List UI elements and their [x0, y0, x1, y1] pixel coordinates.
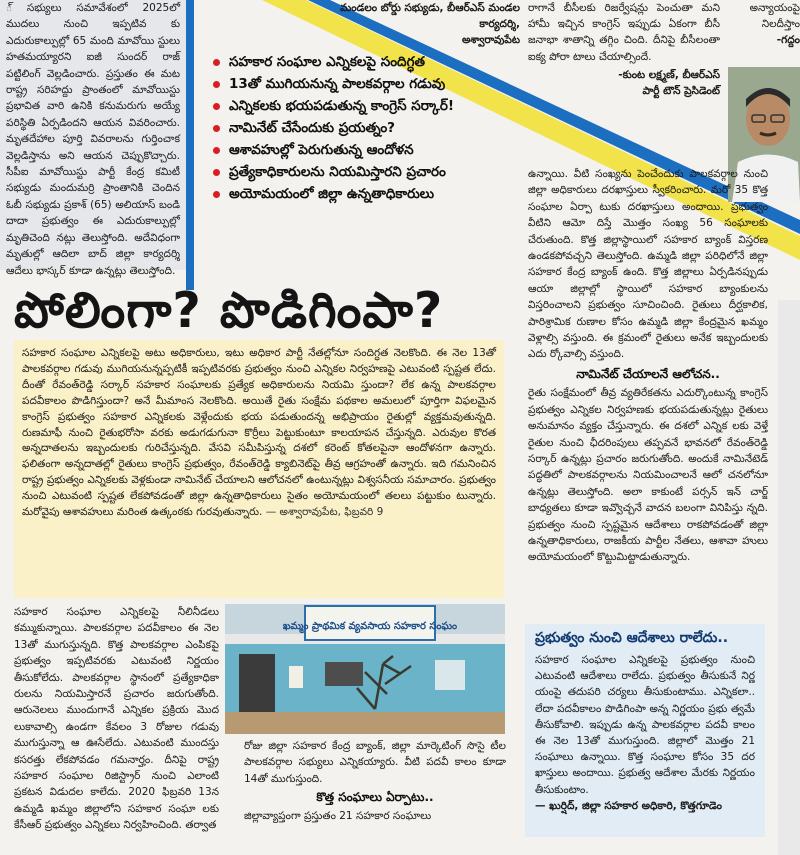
- right-column: [528, 166, 768, 616]
- bottom-middle-column: [244, 738, 506, 848]
- box-body: సహకార సంఘాల ఎన్నికలపై ప్రభుత్వం నుంచి ఎటువంటి ఆదేశాలు రాలేదు. ప్రభుత్వం తీసుకునే నిర్ణ యంపై తదుపరి చర్యలు తీసుకుంటాము. ఎన్నికలా.. లేదా పదవీకాలం పొడిగింపా అన్న నిర్ణయం ప్రభు త్వమే తీసుకోవాలి. ఇప్పుడు ఉన్న పాలకవర్గాల పదవీ కాలం ఈ నెల 13తో ముగుస్తుంది. జిల్లాలో మొత్తం 21 సంఘాలు ఉన్నాయి. కొత్త సంఘాల కోసం 35 దర ఖాస్తులు అందాయి. ప్రభుత్వ ఆదేశాల మేరకు నిర్ణయం తీసుకుంటాం.: [535, 654, 755, 796]
- top-right-fragment: [728, 0, 800, 60]
- bullet-item: ఎన్నికలకు భయపడుతున్న కాంగ్రెస్ సర్కార్!: [213, 98, 513, 115]
- headline: పోలింగా? పొడిగింపా?: [14, 282, 444, 339]
- top-left-text: ్ సభ్యులు సమావేశంలో 2025లో ముదలు నుంచి ఇప్పటివ కు ఎదురుకాల్పుల్లో 65 మంది మావోయి స్టులు హతమయ్యారని ఐజీ సుందర్ రాజ్ పట్టిలింగ్ వెల్లడించారు. ప్రస్తుతం ఈ మట రాష్ట్ర సరిహద్దు ప్రాంతంలో మావోయిస్టు ప్రభావిత వారి ఉనికి కనుమరుగు అయ్యే పరిస్థితి ఏర్పడిందని ఆయన వివరించారు. మృతదేహాల పూర్తి వివరాలను గుర్తించాక వెల్లడిస్తాను అని ఆయన చెప్పుకొచ్చారు. సీపీఐ మావోయిస్టు పార్టీ కేంద్ర కమిటీ సభ్యుడు మందుమర్రి ప్రాంతానికి చెందిన ఓబీ సభ్యుడు ప్రకాశ్ (65) అలియాస్ బండి దాదా ప్రభుత్వం ఈ ఎదురుకాల్పుల్లో మృతిచెంది నట్లు తెలుస్తోంది. అదేవిధంగా మృతుల్లో ఆదిలా బాద్ జిల్లా కార్యదర్శి ఆదేలు భాస్కర్ కూడా ఉన్నట్లు తెలుస్తోంది.: [6, 2, 180, 277]
- top-quote-1: [330, 0, 520, 48]
- right-top-line1: అన్యాయంపై నిలదీస్తాం: [749, 2, 800, 30]
- lead-body: సహకార సంఘాల ఎన్నికలపై అటు అధికారులు, ఇటు అధికార పార్టీ నేతల్లోనూ సందిగ్ధత నెలకొంది. ఈ నెల 13తో పాలకవర్గాల గడువు ముగియనున్నప్పటికీ ఇప్పటివరకు ప్రభుత్వం నుంచి ఎన్నికల నిర్వహణపై ఎటువంటి స్పష్టత లేదు. దీంతో రేవంత్‌రెడ్డి సర్కార్ సహకార సంఘాలకు ప్రత్యేక అధికారులను నియమి స్తుందా? లేక ఉన్న పాలకవర్గాల పదవీకాలం పొడిగిస్తుందా? అనే మీమాంస నెలకొంది. అయితే రైతు సంక్షేమ పథకాల అమలులో పూర్తిగా విఫలమైన కాంగ్రెస్ ప్రభుత్వం సహకార ఎన్నికలకు వెళ్లేందుకు భయ పడుతుందన్న అభిప్రాయం రైతుల్లో వ్యక్తమవుతున్నది. రుణమాఫీ నుంచి రైతుభరోసా వరకు అడుగడుగునా కొర్రీలు పెట్టుకుంటూ కాలయాపన చేస్తున్నది. ఎరువుల కొరత అన్నదాతలను ఇబ్బందులకు గురిచేస్తున్నది. వేసవి సమీపిస్తున్న దశలో కరెంట్ కోతలపైనా ఆందోళనగా ఉన్నారు. ఫలితంగా అన్నదాతల్లో రైతులు కాంగ్రెస్ ప్రభుత్వం, రేవంత్‌రెడ్డి క్యాబినెట్‌పై తీవ్ర ఆగ్రహంతో ఉన్నారు. ఇది గమనించిన రాష్ట్ర ప్రభుత్వం ఎన్నికలకు వెళ్లకుండా నామినేట్ చేయాలని ఆలోచనలో ఉంటున్నట్లు విశ్వసనీయ సమాచారం. ప్రభుత్వం నుంచి ఎటువంటి స్పష్టత లేకపోవడంతో జిల్లా ఉన్నతాధికారులు సైతం అయోమయంలో తలలు పట్టుకుం టున్నారు. మరోవైపు ఆశావహులు మరింత ఉత్కంఠకు గురవుతున్నారు.: [22, 347, 496, 519]
- bullet-item: ప్రత్యేకాధికారులను నియమిస్తారని ప్రచారం: [213, 164, 513, 181]
- bullet-item: అయోమయంలో జిల్లా ఉన్నతాధికారులు: [213, 186, 513, 203]
- bullet-item: ఆశావహుల్లో పెరుగుతున్న ఆందోళన: [213, 142, 513, 159]
- quote2-signature: -కుంట లక్ష్మణ్, బీఆర్ఎస్: [618, 68, 720, 81]
- official-quote-box: [525, 624, 765, 837]
- bullet-item: 13తో ముగియనున్న పాలకవర్గాల గడువు: [213, 76, 513, 93]
- lead-box: [14, 340, 504, 598]
- quote1-place: అశ్వారావుపేట: [461, 34, 520, 46]
- box-signature: — ఖుర్షిద్, జిల్లా సహకార అధికారి, కొత్తగూడెం: [535, 799, 722, 812]
- right-top-line2: -గద్దం: [776, 34, 800, 46]
- building-image: [225, 604, 505, 734]
- quote2-title: పార్టీ టౌన్ ప్రెసిడెంట్: [642, 85, 720, 98]
- photo-sign-text: ఖమ్మం ప్రాథమిక వ్యవసాయ సహకార సంఘం: [282, 621, 458, 632]
- bottom-left-column: [14, 604, 219, 844]
- left-column-rule: [186, 0, 194, 290]
- bullet-item: సహకార సంఘాల ఎన్నికలపై సందిగ్ధత: [213, 54, 513, 71]
- right-text1: ఉన్నాయి. వీటి సంఖ్యను పెంచేందుకు పాలకవర్గాల నుంచి జిల్లా అధికారులు దరఖాస్తులు స్వీకరించారు. మరో 35 కొత్త సంఘాల ఏర్పా టుకు దరఖాస్తులు అందాయి. ప్రభుత్వం వీటిని ఆమో దిస్తే మొత్తం సంఖ్య 56 సంఘాలకు చేరుతుంది. కొత్త జిల్లాస్థాయిలో సహకార బ్యాంక్ విస్తరణ ఉండకపోవచ్చని తెలుస్తోంది. ఉమ్మడి జిల్లా పరిధిలోనే జిల్లా సహకార కేంద్ర బ్యాంక్ ఉంది. కొత్త జిల్లాలు ఏర్పడినప్పుడు ఆయా జిల్లాల్లో స్థాయిలో సహకార బ్యాంకులను విస్తరించాలని ప్రభుత్వం సూచించింది. రైతులు దీర్ఘకాలిక, పారిశ్రామిక రుణాల కోసం ఉమ్మడి జిల్లా కేంద్రమైన ఖమ్మం వెళ్లాల్సి వస్తుంది. ఈ క్రమంలో రైతులు అనేక ఇబ్బందులకు ఎదు ర్కోవాల్సి వస్తుంది.: [528, 168, 768, 361]
- box-title: ప్రభుత్వం నుంచి ఆదేశాలు రాలేదు..: [535, 630, 729, 646]
- right-text2: రైతు సంక్షేమంలో తీవ్ర వ్యతిరేకతను ఎదుర్కొంటున్న కాంగ్రెస్ ప్రభుత్వం ఎన్నికల నిర్వహణకు భయపడుతున్నట్లు రైతులు అనుమానం వ్యక్తం చేస్తున్నారు. ఈ దశలో ఎన్నిక లకు వెళ్తే రైతుల నుంచి ఛీదరింపులు తప్పవనే భావనలో రేవంత్‌రెడ్డి సర్కార్ ఉన్నట్లు ప్రచారం జరుగుతోంది. అందుకే నామినేటెడ్ పద్ధతిలో పాలకవర్గాలను నియమించాలనే ఆలో చనలోనూ ఉన్నట్లు తెలుస్తోంది. అలా కాకుంటే పర్సన్ ఇన్ చార్జ్ బాధ్యతలు కూడా ఇవ్వొచ్చనే వాదన బలంగా వినిపిస్తు న్నది. ప్రభుత్వం నుంచి స్పష్టమైన ఆదేశాలు రాకపోవడంతో జిల్లా ఉన్నతాధికారులు, రాజకీయ పార్టీల నేతలు, ఆశావా హులు అయోమయంలో కొట్టుమిట్టాడుతున్నారు.: [528, 387, 768, 564]
- quote2-text: రాగానే బీసీలకు రిజర్వేషన్లు పెంచుతా మని హామీ ఇచ్చిన కాంగ్రెస్ ఇప్పుడు ఏకంగా బీసీ జనాభా శాతాన్ని తగ్గిం చింది. దీనిపై బీసీలంతా ఐక్య పోరా టాలు చేయాల్సిందే.: [528, 2, 720, 63]
- bottom-left-text: సహకార సంఘాల ఎన్నికలపై నీలినీడలు కమ్ముకున్నాయి. పాలకవర్గాల పదవీకాలం ఈ నెల 13తో ముగుస్తున్నది. కొత్త పాలకవర్గాల ఎంపికపై ప్రభుత్వం ఇప్పటివరకు ఎటువంటి నిర్ణయం తీసుకోలేదు. పాలకవర్గాల స్థానంలో ప్రత్యేకాధికా రులను నియమిస్తారనే ప్రచారం జరుగుతోంది. ఆరునెలలు ముందుగానే ఎన్నికల ప్రక్రియ మొద లుకావాల్సి ఉండగా కేవలం 3 రోజుల గడువు ముగుస్తున్నా ఆ ఊసేలేదు. ఎటువంటి ముందస్తు కసరత్తు లేకపోవడం గమనార్హం. దీనిపై రాష్ట్ర సహకార సంఘాల రిజిస్ట్రార్ నుంచి ఎలాంటి ప్రకటన విడుదల కాలేదు. 2020 ఫిబ్రవరి 13న ఉమ్మడి ఖమ్మం జిల్లాలోని సహకార సంఘా లకు కేసీఆర్ ప్రభుత్వం ఎన్నికలు నిర్వహించింది. తర్వాత: [14, 606, 219, 832]
- top-quote-2: [528, 0, 720, 125]
- adjacent-column-strip: [778, 300, 800, 855]
- new-societies-subhead: కొత్త సంఘాలు ఏర్పాటు..: [316, 790, 434, 805]
- building-photo: [225, 604, 505, 734]
- top-left-column: [0, 0, 186, 277]
- bottom-middle-text: రోజు జిల్లా సహకార కేంద్ర బ్యాంక్, జిల్లా మార్కెటింగ్ సొసై టీల పాలకవర్గాల సభ్యులు ఎన్నికయ్యారు. వీటి పదవీ కాలం కూడా 14తో ముగుస్తుంది.: [244, 740, 506, 785]
- bullet-item: నామినేట్ చేసేందుకు ప్రయత్నం?: [213, 120, 513, 137]
- dateline: — అశ్వారావుపేట, ఫిబ్రవరి 9: [265, 506, 384, 519]
- nominate-subhead: నామినేట్ చేయాలనే ఆలోచన..: [576, 366, 720, 381]
- highlight-bullets: [213, 54, 513, 208]
- bottom-middle-text2: జిల్లావ్యాప్తంగా ప్రస్తుతం 21 సహకార సంఘాలు: [244, 809, 432, 822]
- quote1-text: మండలం బోర్డు సభ్యుడు, బీఆర్ఎస్ మండల కార్యదర్శి,: [340, 2, 520, 30]
